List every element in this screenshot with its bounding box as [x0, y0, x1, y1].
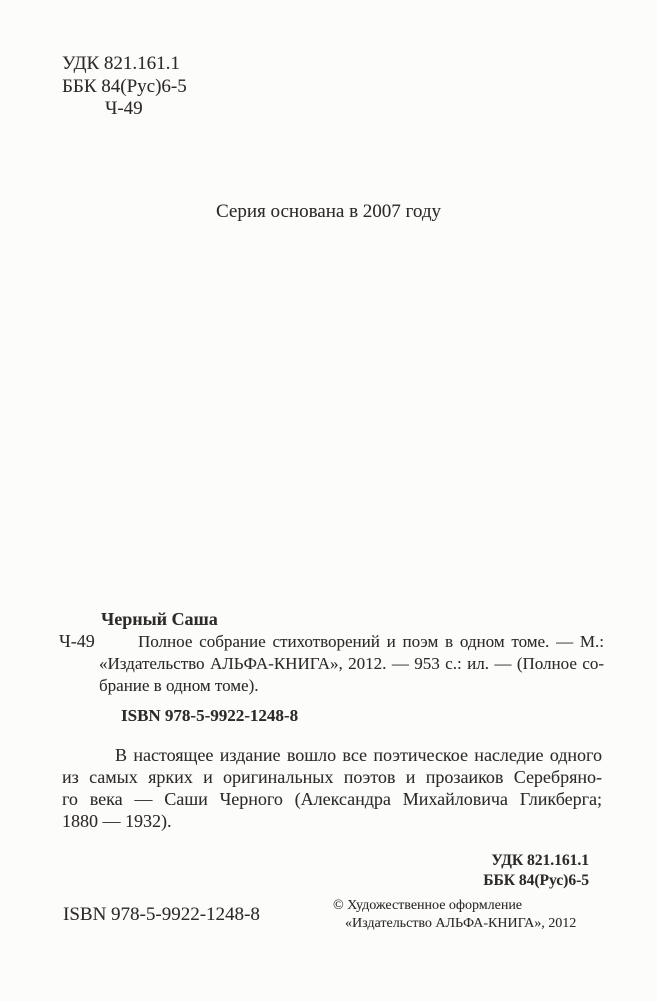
- author-sign-top: Ч-49: [105, 98, 143, 119]
- isbn-footer: ISBN 978-5-9922-1248-8: [63, 904, 260, 925]
- bbk-code-top: ББК 84(Рус)6-5: [62, 75, 187, 97]
- bbk-code-bottom: ББК 84(Рус)6-5: [483, 872, 589, 889]
- copyright-line-1: © Художественное оформление: [333, 898, 523, 913]
- copyright-line-2: «Издательство АЛЬФА-КНИГА», 2012: [345, 915, 577, 931]
- annotation-line: В настоящее издание вошло все поэтическое наследие одного: [115, 745, 602, 765]
- isbn-catalog: ISBN 978-5-9922-1248-8: [121, 706, 299, 725]
- bibliographic-description: [99, 631, 604, 697]
- classification-bottom: [483, 851, 589, 891]
- bib-line: Полное собрание стихотворений и поэм в одном томе. — М.:: [138, 632, 604, 651]
- author-name: Черный Саша: [101, 609, 218, 629]
- bib-line: брание в одном томе).: [99, 676, 259, 695]
- annotation-line: го века — Саши Черного (Александра Михайловича Гликберга;: [62, 789, 602, 809]
- bib-line: «Издательство АЛЬФА-КНИГА», 2012. — 953 с.: ил. — (Полное со-: [99, 654, 604, 673]
- annotation-line: из самых ярких и оригинальных поэтов и прозаиков Серебряно-: [62, 767, 602, 787]
- series-founded-note: Серия основана в 2007 году: [216, 201, 441, 222]
- annotation: [62, 744, 602, 832]
- annotation-line: 1880 — 1932).: [62, 811, 172, 831]
- udk-code-top: УДК 821.161.1: [62, 53, 180, 74]
- udk-code-bottom: УДК 821.161.1: [491, 852, 589, 869]
- author-sign-label: Ч-49: [59, 631, 95, 651]
- copyright-note: [333, 897, 576, 932]
- classification-top: [62, 53, 187, 121]
